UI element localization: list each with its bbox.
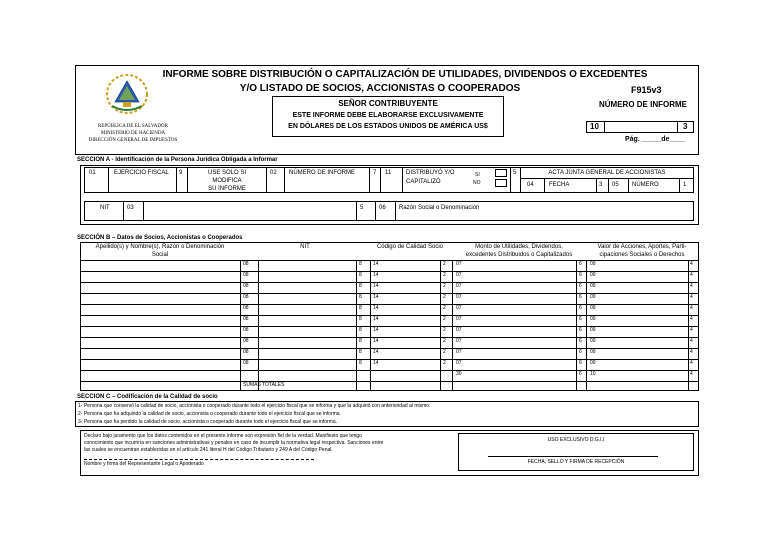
fecha-label: FECHA — [549, 182, 570, 188]
table-row-code: 14 — [373, 283, 379, 289]
notice-line-3: EN DÓLARES DE LOS ESTADOS UNIDOS DE AMÉRICA US$ — [288, 123, 488, 130]
table-row-line — [80, 271, 699, 272]
table-row-code: 14 — [373, 294, 379, 300]
table-row-line — [80, 326, 699, 327]
table-row-code: 08 — [243, 316, 249, 322]
agency-line-3: DIRECCIÓN GENERAL DE IMPUESTOS — [88, 138, 178, 143]
table-row-code: 07 — [456, 316, 462, 322]
table-row-line — [80, 282, 699, 283]
table-row-code: 8 — [359, 283, 362, 289]
table-row-code: 2 — [443, 338, 446, 344]
table-row-code: 2 — [443, 327, 446, 333]
declaration-line-2: conocimiento que incurriría en sanciones administrativas y penales en caso de incumplir la normativa legal respectiva. Sanciones entre — [84, 440, 384, 446]
table-row-code: 09 — [590, 272, 596, 278]
table-row-code: 08 — [243, 261, 249, 267]
declaration-line-3: las cuales se encuentran establecidas en el artículo 241 literal H del Código Tributario y 249 A del Código Penal. — [84, 447, 333, 453]
nit-label: NIT — [100, 205, 110, 211]
table-row-code: 09 — [590, 294, 596, 300]
table-row-code: 09 — [590, 338, 596, 344]
code-9: 9 — [179, 170, 183, 176]
sum-code: 30 — [456, 371, 462, 377]
table-row-code: 6 — [579, 283, 582, 289]
table-row-code: 09 — [590, 360, 596, 366]
table-row-code: 07 — [456, 349, 462, 355]
table-row-code: 8 — [359, 316, 362, 322]
notice-line-1: SEÑOR CONTRIBUYENTE — [338, 99, 438, 108]
sum-code: 10 — [590, 371, 596, 377]
table-row-code: 2 — [443, 316, 446, 322]
table-row-code: 8 — [359, 305, 362, 311]
table-row-code: 6 — [579, 272, 582, 278]
table-row-code: 8 — [359, 338, 362, 344]
no-label: NO — [473, 180, 481, 186]
table-row-code: 2 — [443, 349, 446, 355]
col-nit-header: NIT — [300, 244, 310, 250]
table-row-code: 6 — [579, 261, 582, 267]
table-row-code: 14 — [373, 272, 379, 278]
agency-line-2: MINISTERIO DE HACIENDA — [100, 131, 166, 136]
table-row-code: 2 — [443, 261, 446, 267]
table-row-code: 07 — [456, 338, 462, 344]
table-row-code: 4 — [690, 283, 693, 289]
code-03: 03 — [127, 205, 134, 211]
section-b-title: SECCIÓN B – Datos de Socios, Accionistas o Cooperados — [77, 235, 243, 241]
table-row-code: 8 — [359, 349, 362, 355]
table-row-code: 14 — [373, 305, 379, 311]
code-01: 01 — [89, 170, 96, 176]
table-row-code: 4 — [690, 349, 693, 355]
table-row-code: 6 — [579, 294, 582, 300]
col-amount-header-1: Monto de Utilidades, Dividendos, — [475, 244, 563, 250]
table-row-code: 09 — [590, 261, 596, 267]
section-a-row2 — [84, 201, 694, 221]
table-row-line — [80, 370, 699, 371]
no-checkbox[interactable] — [495, 179, 507, 187]
table-row-code: 6 — [579, 338, 582, 344]
table-row-line — [80, 348, 699, 349]
table-row-code: 4 — [690, 305, 693, 311]
section-c-item-3: 3- Persona que ha perdido la calidad de socio, accionista o cooperado durante todo el ejercicio fiscal que se informa. — [78, 419, 338, 425]
col-amount-header-2: excedentes Distribuidos o Capitalizados — [465, 252, 573, 258]
table-row-code: 2 — [443, 360, 446, 366]
page-number: Pág. _____de____ — [625, 136, 685, 143]
table-row-code: 07 — [456, 360, 462, 366]
table-row-code: 09 — [590, 305, 596, 311]
code-5b: 5 — [360, 205, 364, 211]
code-1: 1 — [683, 182, 687, 188]
exclusive-use-label: USO EXCLUSIVO D.G.I.I — [547, 437, 605, 443]
notice-line-2: ESTE INFORME DEBE ELABORARSE EXCLUSIVAMENTE — [292, 112, 484, 119]
si-checkbox[interactable] — [495, 169, 507, 177]
table-row-code: 07 — [456, 305, 462, 311]
sum-code: 6 — [579, 371, 582, 377]
table-row-code: 2 — [443, 305, 446, 311]
code-3: 3 — [599, 182, 603, 188]
declaration-line-1: Declaro bajo juramento que los datos contenidos en el presente informe son expresión fiel de la verdad. Manifiesto que tengo — [84, 433, 362, 439]
table-row-code: 07 — [456, 283, 462, 289]
modifica-label-1: USE SOLO SI — [207, 170, 246, 176]
table-row-line — [80, 304, 699, 305]
page-subtitle: Y/O LISTADO DE SOCIOS, ACCIONISTAS O COOPERADOS — [239, 83, 521, 94]
table-row-code: 6 — [579, 327, 582, 333]
modifica-label-2: MODIFICA — [212, 178, 242, 184]
report-number-label: NÚMERO DE INFORME — [599, 100, 687, 109]
code-04: 04 — [527, 182, 534, 188]
si-label: SI — [475, 172, 480, 178]
col-name-header-1: Apellido(s) y Nombre(s), Razón o Denominación — [95, 244, 225, 250]
table-row-code: 8 — [359, 327, 362, 333]
table-row-code: 08 — [243, 360, 249, 366]
table-row-code: 6 — [579, 305, 582, 311]
table-row-code: 08 — [243, 272, 249, 278]
table-row-code: 14 — [373, 316, 379, 322]
col-code-header: Código de Calidad Socio — [376, 244, 444, 250]
col-value-header-1: Valor de Acciones, Aportes, Parti- — [597, 244, 687, 250]
section-c-title: SECCION C – Codificación de la Calidad de socio — [77, 394, 218, 400]
table-row-code: 2 — [443, 294, 446, 300]
table-row-code: 09 — [590, 349, 596, 355]
table-row-code: 4 — [690, 316, 693, 322]
distribuyo-label-1: DISTRIBUYÓ Y/O — [406, 170, 455, 176]
ejercicio-fiscal-label: EJERCICIO FISCAL — [114, 170, 169, 176]
table-row-code: 08 — [243, 349, 249, 355]
table-row-line — [80, 337, 699, 338]
agency-line-1: REPÚBLICA DE EL SALVADOR — [98, 124, 168, 129]
sum-code: 4 — [690, 371, 693, 377]
code-11: 11 — [385, 170, 392, 176]
header-divider — [80, 260, 699, 261]
table-row-code: 08 — [243, 305, 249, 311]
numero-informe-label: NÚMERO DE INFORME — [289, 170, 355, 176]
section-c-item-2: 2- Persona que ha adquirido la calidad de socio, accionista o cooperado durante todo el ejercicio fiscal que se informa. — [78, 411, 341, 417]
section-c-item-1: 1- Persona que conservó la calidad de socio, accionista o cooperado durante todo el ejercicio fiscal que se informa y que la adquirió con anterioridad al mismo. — [78, 403, 431, 409]
table-row-code: 6 — [579, 349, 582, 355]
table-row-line — [80, 315, 699, 316]
table-row-code: 07 — [456, 261, 462, 267]
table-row-code: 4 — [690, 261, 693, 267]
table-row-code: 14 — [373, 327, 379, 333]
sumas-totales-label: SUMAS TOTALES — [243, 382, 285, 388]
table-row-code: 07 — [456, 327, 462, 333]
table-row-code: 08 — [243, 327, 249, 333]
table-row-code: 14 — [373, 349, 379, 355]
table-row-code: 09 — [590, 316, 596, 322]
acta-label: ACTA JUNTA GENERAL DE ACCIONISTAS — [548, 170, 666, 176]
col-name-header-2: Social — [151, 252, 169, 258]
section-b-table — [80, 242, 699, 391]
table-row-code: 09 — [590, 283, 596, 289]
table-row-code: 14 — [373, 360, 379, 366]
table-row-code: 07 — [456, 272, 462, 278]
table-row-code: 8 — [359, 261, 362, 267]
table-row-code: 8 — [359, 294, 362, 300]
col-value-header-2: cipaciones Sociales o Derechos — [599, 252, 685, 258]
table-row-code: 4 — [690, 338, 693, 344]
table-row-code: 14 — [373, 261, 379, 267]
code-05: 05 — [612, 182, 619, 188]
table-row-code: 08 — [243, 283, 249, 289]
table-row-code: 14 — [373, 338, 379, 344]
report-number-prefix: 10 — [590, 122, 599, 131]
table-row-line — [80, 359, 699, 360]
table-row-code: 6 — [579, 316, 582, 322]
code-7: 7 — [373, 170, 377, 176]
table-row-code: 8 — [359, 272, 362, 278]
report-number-suffix: 3 — [683, 122, 688, 131]
table-row-code: 4 — [690, 294, 693, 300]
reception-label: FECHA, SELLO Y FIRMA DE RECEPCIÓN — [527, 459, 625, 465]
signature-label: Nombre y firma del Representante Legal o Apoderado — [84, 461, 204, 467]
table-row-code: 4 — [690, 360, 693, 366]
razon-social-label: Razón Social o Denominación — [399, 205, 480, 211]
form-code: F915v3 — [631, 85, 662, 95]
table-row-code: 2 — [443, 272, 446, 278]
table-row-code: 4 — [690, 272, 693, 278]
numero-label: NÚMERO — [632, 182, 659, 188]
table-row-code: 4 — [690, 327, 693, 333]
code-06: 06 — [379, 205, 386, 211]
table-row-code: 09 — [590, 327, 596, 333]
table-row-code: 08 — [243, 294, 249, 300]
code-5: 5 — [513, 170, 517, 176]
page-title: INFORME SOBRE DISTRIBUCIÓN O CAPITALIZACIÓN DE UTILIDADES, DIVIDENDOS O EXCEDENTES — [162, 69, 648, 80]
table-row-code: 2 — [443, 283, 446, 289]
section-a-title: SECCION A - Identificación de la Persona Jurídica Obligada a Informar — [77, 157, 278, 163]
table-row-line — [80, 293, 699, 294]
modifica-label-3: SU INFORME — [208, 186, 246, 192]
table-row-code: 8 — [359, 360, 362, 366]
table-row-code: 08 — [243, 338, 249, 344]
table-row-code: 6 — [579, 360, 582, 366]
distribuyo-label-2: CAPITALIZÓ — [406, 179, 441, 185]
code-02: 02 — [270, 170, 277, 176]
table-row-code: 07 — [456, 294, 462, 300]
table-row-line — [80, 381, 699, 382]
